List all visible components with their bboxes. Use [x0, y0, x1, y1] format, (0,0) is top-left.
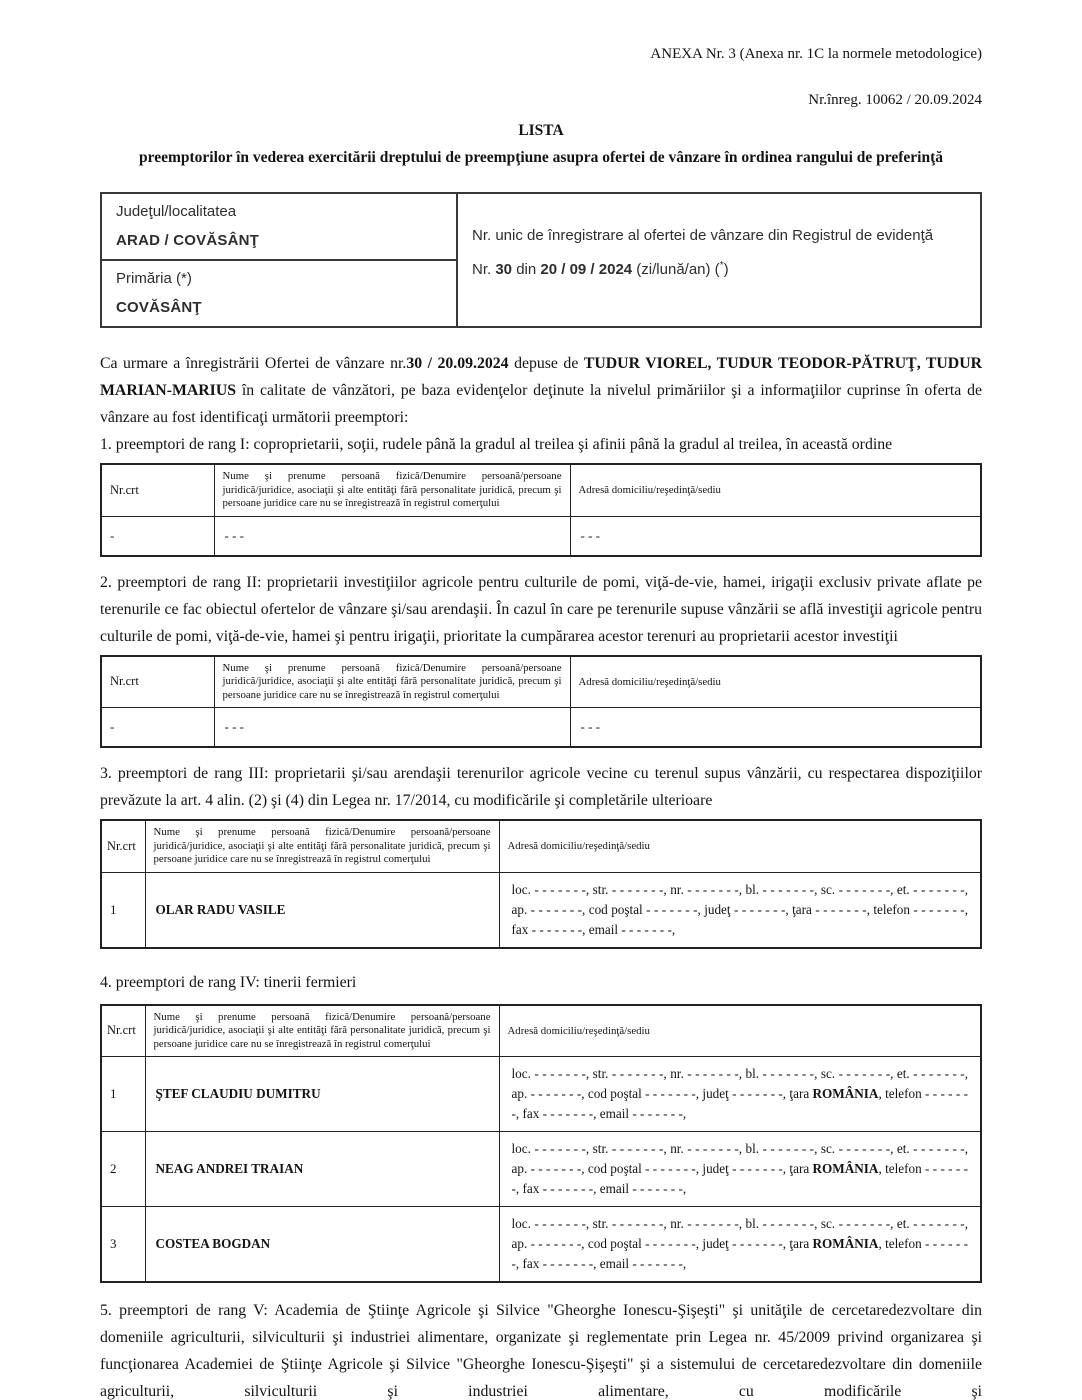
col-header-name: Nume şi prenume persoană fizică/Denumire persoană/persoane juridică/juridice, asociaţii şi alte entităţi fără personalitate juridică, precum şi persoane juridice care nu se înregistrează în registrul comerţului — [214, 656, 570, 708]
country-value: ROMÂNIA — [812, 1236, 879, 1251]
preemptor-name: OLAR RADU VASILE — [145, 872, 499, 948]
row-address: - - - — [570, 708, 981, 748]
offer-number-date: 30 / 20.09.2024 — [406, 355, 509, 372]
intro-text: depuse de — [508, 355, 584, 372]
asterisk-superscript: * — [719, 259, 724, 271]
table-header-row — [101, 820, 981, 872]
col-header-address: Adresă domiciliu/reşedinţă/sediu — [499, 1005, 981, 1057]
registration-number-line: Nr.înreg. 10062 / 20.09.2024 — [808, 92, 982, 108]
country-value: ROMÂNIA — [812, 1161, 879, 1176]
nr-value: 30 — [495, 260, 513, 278]
preemptor-name: NEAG ANDREI TRAIAN — [145, 1132, 499, 1207]
rang4-table — [100, 1004, 982, 1284]
rang4-heading: 4. preemptori de rang IV: tinerii fermieri — [100, 973, 357, 991]
cityhall-cell — [101, 260, 457, 327]
intro-paragraph — [100, 350, 982, 431]
sellers-names: TUDUR VIOREL, TUDUR TEODOR-PĂTRUŢ, TUDUR MARIAN-MARIUS — [100, 355, 983, 399]
col-header-address: Adresă domiciliu/reşedinţă/sediu — [499, 820, 981, 872]
preemptor-address — [499, 1057, 981, 1132]
col-header-nr: Nr.crt — [101, 1005, 145, 1057]
nr-din: din — [512, 260, 541, 278]
table-row — [101, 1057, 981, 1132]
offer-registration-text: Nr. unic de înregistrare al ofertei de vânzare din Registrul de evidenţă — [472, 226, 934, 244]
preemptor-address — [499, 1132, 981, 1207]
rang1-table — [100, 463, 982, 557]
col-header-nr: Nr.crt — [101, 656, 214, 708]
rang1-heading: 1. preemptori de rang I: coproprietarii, soţii, rudele până la gradul al treilea şi afinii până la gradul al treilea, în această ordine — [100, 436, 893, 453]
document-title: LISTA — [518, 122, 564, 139]
address-fields: , telefon - - - - - - -, fax - - - - - - -, email - - - - - - -, — [511, 1236, 968, 1271]
preemptor-address — [499, 1207, 981, 1283]
col-header-address: Adresă domiciliu/reşedinţă/sediu — [570, 656, 981, 708]
table-row — [101, 1132, 981, 1207]
col-header-address: Adresă domiciliu/reşedinţă/sediu — [570, 464, 981, 516]
row-number: 1 — [101, 872, 145, 948]
offer-registration-number — [472, 251, 966, 285]
nr-date: 20 / 09 / 2024 — [540, 260, 633, 278]
county-value: ARAD / COVĂSÂNŢ — [116, 232, 260, 249]
county-label: Judeţul/localitatea — [116, 203, 237, 220]
table-row — [101, 1207, 981, 1283]
rang2-heading: 2. preemptori de rang II: proprietarii investiţiilor agricole pentru culturile de pomi, viţă-de-vie, hamei, irigaţii exclusiv private aflate pe terenurile ce fac obiectul ofertelor de vânzare şi/sau arendaşii. În cazul în care pe terenurile supuse vânzării se află investiţii agricole pentru culturile de pomi, viţă-de-vie, hamei şi pentru irigaţii, prioritate la cumpărarea acestor terenuri au proprietarii acestor investiţii — [100, 573, 982, 645]
offer-registration-cell — [457, 193, 981, 327]
col-header-nr: Nr.crt — [101, 820, 145, 872]
table-row — [101, 708, 981, 748]
col-header-name: Nume şi prenume persoană fizică/Denumire persoană/persoane juridică/juridice, asociaţii şi alte entităţi fără personalitate juridică, precum şi persoane juridice care nu se înregistrează în registrul comerţului — [145, 1005, 499, 1057]
address-fields: , telefon - - - - - - -, fax - - - - - - -, email - - - - - - -, — [511, 1161, 968, 1196]
cityhall-label: Primăria (*) — [116, 270, 192, 287]
address-fields: loc. - - - - - - -, str. - - - - - - -, nr. - - - - - - -, bl. - - - - - - -, sc. - - - - - - -, et. - - - - - - -, ap. - - - - - - -, cod poştal - - - - - - -, judeţ - - - - - - -, ţara — [511, 1141, 968, 1176]
anexa-header: ANEXA Nr. 3 (Anexa nr. 1C la normele metodologice) — [650, 46, 982, 62]
col-header-nr: Nr.crt — [101, 464, 214, 516]
address-fields: loc. - - - - - - -, str. - - - - - - -, nr. - - - - - - -, bl. - - - - - - -, sc. - - - - - - -, et. - - - - - - -, ap. - - - - - - -, cod poştal - - - - - - -, judeţ - - - - - - -, ţara — [511, 1216, 968, 1251]
row-number: - — [101, 708, 214, 748]
country-value: ROMÂNIA — [812, 1086, 879, 1101]
row-number: 1 — [101, 1057, 145, 1132]
table-header-row — [101, 656, 981, 708]
nr-close: ) — [723, 260, 729, 278]
cityhall-value: COVĂSÂNŢ — [116, 299, 202, 316]
nr-prefix: Nr. — [472, 260, 496, 278]
table-header-row — [101, 464, 981, 516]
table-row — [101, 872, 981, 948]
registration-info-table — [100, 192, 982, 328]
preemptor-name: ŞTEF CLAUDIU DUMITRU — [145, 1057, 499, 1132]
address-fields: , telefon - - - - - - -, fax - - - - - - -, email - - - - - - -, — [511, 1086, 968, 1121]
row-name: - - - — [214, 516, 570, 556]
address-fields: loc. - - - - - - -, str. - - - - - - -, nr. - - - - - - -, bl. - - - - - - -, sc. - - - - - - -, et. - - - - - - -, ap. - - - - - - -, cod poştal - - - - - - -, judeţ - - - - - - -, ţara — [511, 1066, 968, 1101]
preemptor-address: loc. - - - - - - -, str. - - - - - - -, nr. - - - - - - -, bl. - - - - - - -, sc. - - - - - - -, et. - - - - - - -, ap. - - - - - - -, cod poştal - - - - - - -, judeţ - - - - - - -, ţara - - - - - - -, telefon - - - - - - -, fax - - - - - - -, email - - - - - - -, — [499, 872, 981, 948]
row-number: 2 — [101, 1132, 145, 1207]
county-cell — [101, 193, 457, 260]
row-address: - - - — [570, 516, 981, 556]
document-subtitle: preemptorilor în vederea exercitării dreptului de preempţiune asupra ofertei de vânzare în ordinea rangului de preferinţă — [138, 149, 944, 166]
rang2-table — [100, 655, 982, 749]
row-name: - - - — [214, 708, 570, 748]
rang3-table — [100, 819, 982, 949]
rang5-heading: 5. preemptori de rang V: Academia de Ştiinţe Agricole şi Silvice "Gheorghe Ionescu-Şişeşti" şi unităţile de cercetaredezvoltare din domeniile agriculturii, silviculturii şi industriei alimentare, organizate şi reglementate prin Legea nr. 45/2009 privind organizarea şi funcţionarea Academiei de Ştiinţe Agricole şi Silvice "Gheorghe Ionescu-Şişeşti" şi a sistemului de cercetaredezvoltare din domeniile agriculturii, silviculturii şi industriei alimentare, cu modificările şi — [100, 1302, 982, 1400]
nr-suffix: (zi/lună/an) ( — [632, 260, 720, 278]
intro-text: în calitate de vânzători, pe baza evidenţelor deţinute la nivelul primăriilor şi a informaţiilor cuprinse în oferta de vânzare au fost identificaţi următorii preemptori: — [100, 382, 982, 426]
col-header-name: Nume şi prenume persoană fizică/Denumire persoană/persoane juridică/juridice, asociaţii şi alte entităţi fără personalitate juridică, precum şi persoane juridice care nu se înregistrează în registrul comerţului — [145, 820, 499, 872]
table-header-row — [101, 1005, 981, 1057]
intro-text: Ca urmare a înregistrării Ofertei de vânzare nr. — [100, 355, 407, 372]
rang3-heading: 3. preemptori de rang III: proprietarii şi/sau arendaşii terenurilor agricole vecine cu terenul supus vânzării, cu respectarea dispoziţiilor prevăzute la art. 4 alin. (2) şi (4) din Legea nr. 17/2014, cu modificările şi completările ulterioare — [100, 765, 982, 809]
table-row — [101, 516, 981, 556]
preemptor-name: COSTEA BOGDAN — [145, 1207, 499, 1283]
col-header-name: Nume şi prenume persoană fizică/Denumire persoană/persoane juridică/juridice, asociaţii şi alte entităţi fără personalitate juridică, precum şi persoane juridice care nu se înregistrează în registrul comerţului — [214, 464, 570, 516]
row-number: 3 — [101, 1207, 145, 1283]
row-number: - — [101, 516, 214, 556]
